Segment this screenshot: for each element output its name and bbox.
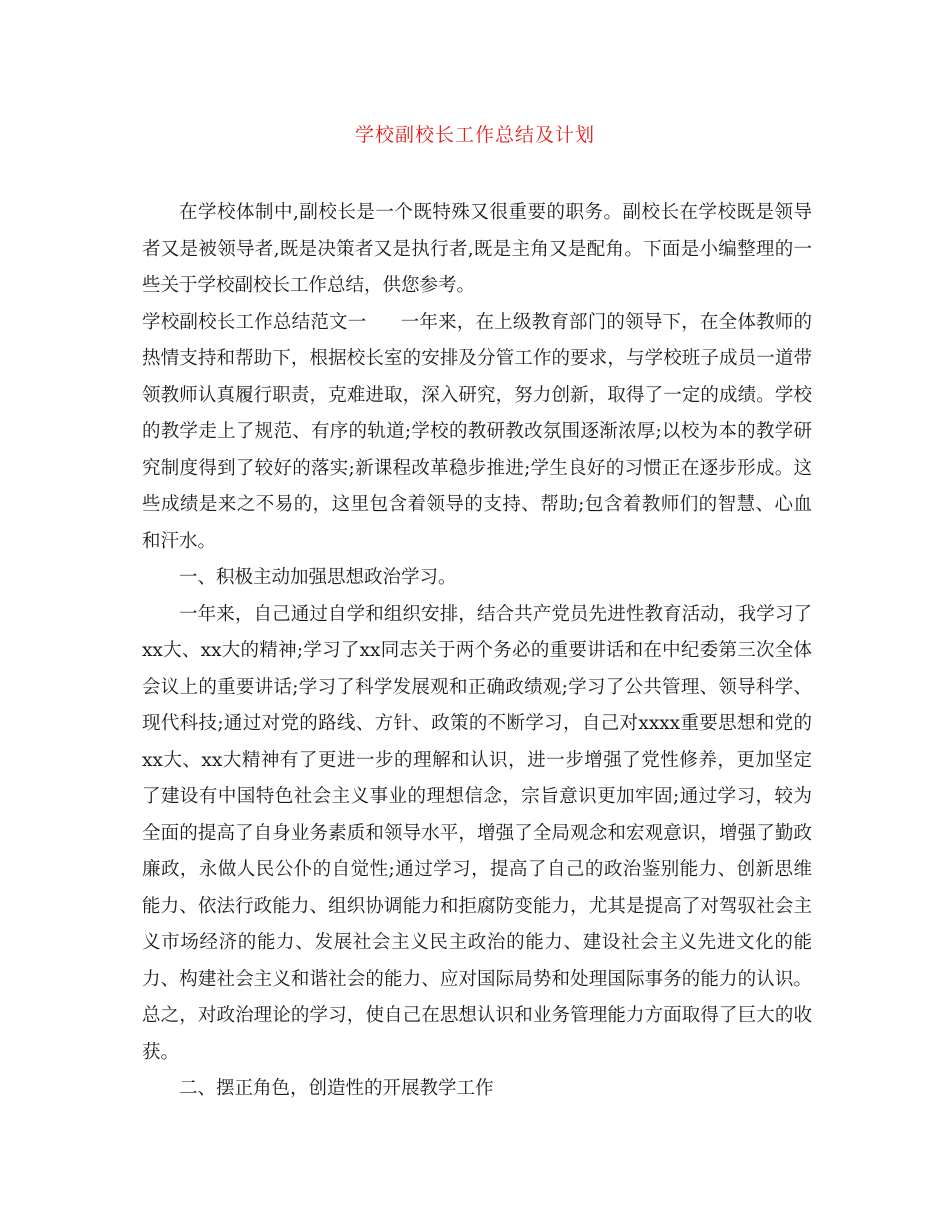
document-title: 学校副校长工作总结及计划 <box>354 124 595 146</box>
sample-paragraph <box>142 305 812 561</box>
section-heading-1: 一、积极主动加强思想政治学习。 <box>179 567 457 588</box>
section-heading-2: 二、摆正角色，创造性的开展教学工作 <box>179 1078 494 1099</box>
intro-paragraph: 在学校体制中,副校长是一个既特殊又很重要的职务。副校长在学校既是领导者又是被领导者,既是决策者又是执行者,既是主角又是配角。下面是小编整理的一些关于学校副校长工作总结，供您参考。 <box>142 202 812 296</box>
section-1-paragraph: 一年来，自己通过自学和组织安排，结合共产党员先进性教育活动，我学习了xx大、xx大的精神;学习了xx同志关于两个务必的重要讲话和在中纪委第三次全体会议上的重要讲话;学习了科学发展观和正确政绩观;学习了公共管理、领导科学、现代科技;通过对党的路线、方针、政策的不断学习，自己对xxxx重要思想和党的xx大、xx大精神有了更进一步的理解和认识，进一步增强了党性修养，更加坚定了建设有中国特色社会主义事业的理想信念，宗旨意识更加牢固;通过学习，较为全面的提高了自身业务素质和领导水平，增强了全局观念和宏观意识，增强了勤政廉政，永做人民公仆的自觉性;通过学习，提高了自己的政治鉴别能力、创新思维能力、依法行政能力、组织协调能力和拒腐防变能力，尤其是提高了对驾驭社会主义市场经济的能力、发展社会主义民主政治的能力、建设社会主义先进文化的能力、构建社会主义和谐社会的能力、应对国际局势和处理国际事务的能力的认识。总之，对政治理论的学习，使自己在思想认识和业务管理能力方面取得了巨大的收获。 <box>142 603 812 1063</box>
document-body <box>142 195 812 1108</box>
sample-heading: 学校副校长工作总结范文一 <box>142 311 367 333</box>
sample-text: 一年来，在上级教育部门的领导下，在全体教师的热情支持和帮助下，根据校长室的安排及分管工作的要求，与学校班子成员一道带领教师认真履行职责，克难进取，深入研究，努力创新，取得了一定的成绩。学校的教学走上了规范、有序的轨道;学校的教研教改氛围逐渐浓厚;以校为本的教学研究制度得到了较好的落实;新课程改革稳步推进;学生良好的习惯正在逐步形成。这些成绩是来之不易的，这里包含着领导的支持、帮助;包含着教师们的智慧、心血和汗水。 <box>142 311 812 552</box>
